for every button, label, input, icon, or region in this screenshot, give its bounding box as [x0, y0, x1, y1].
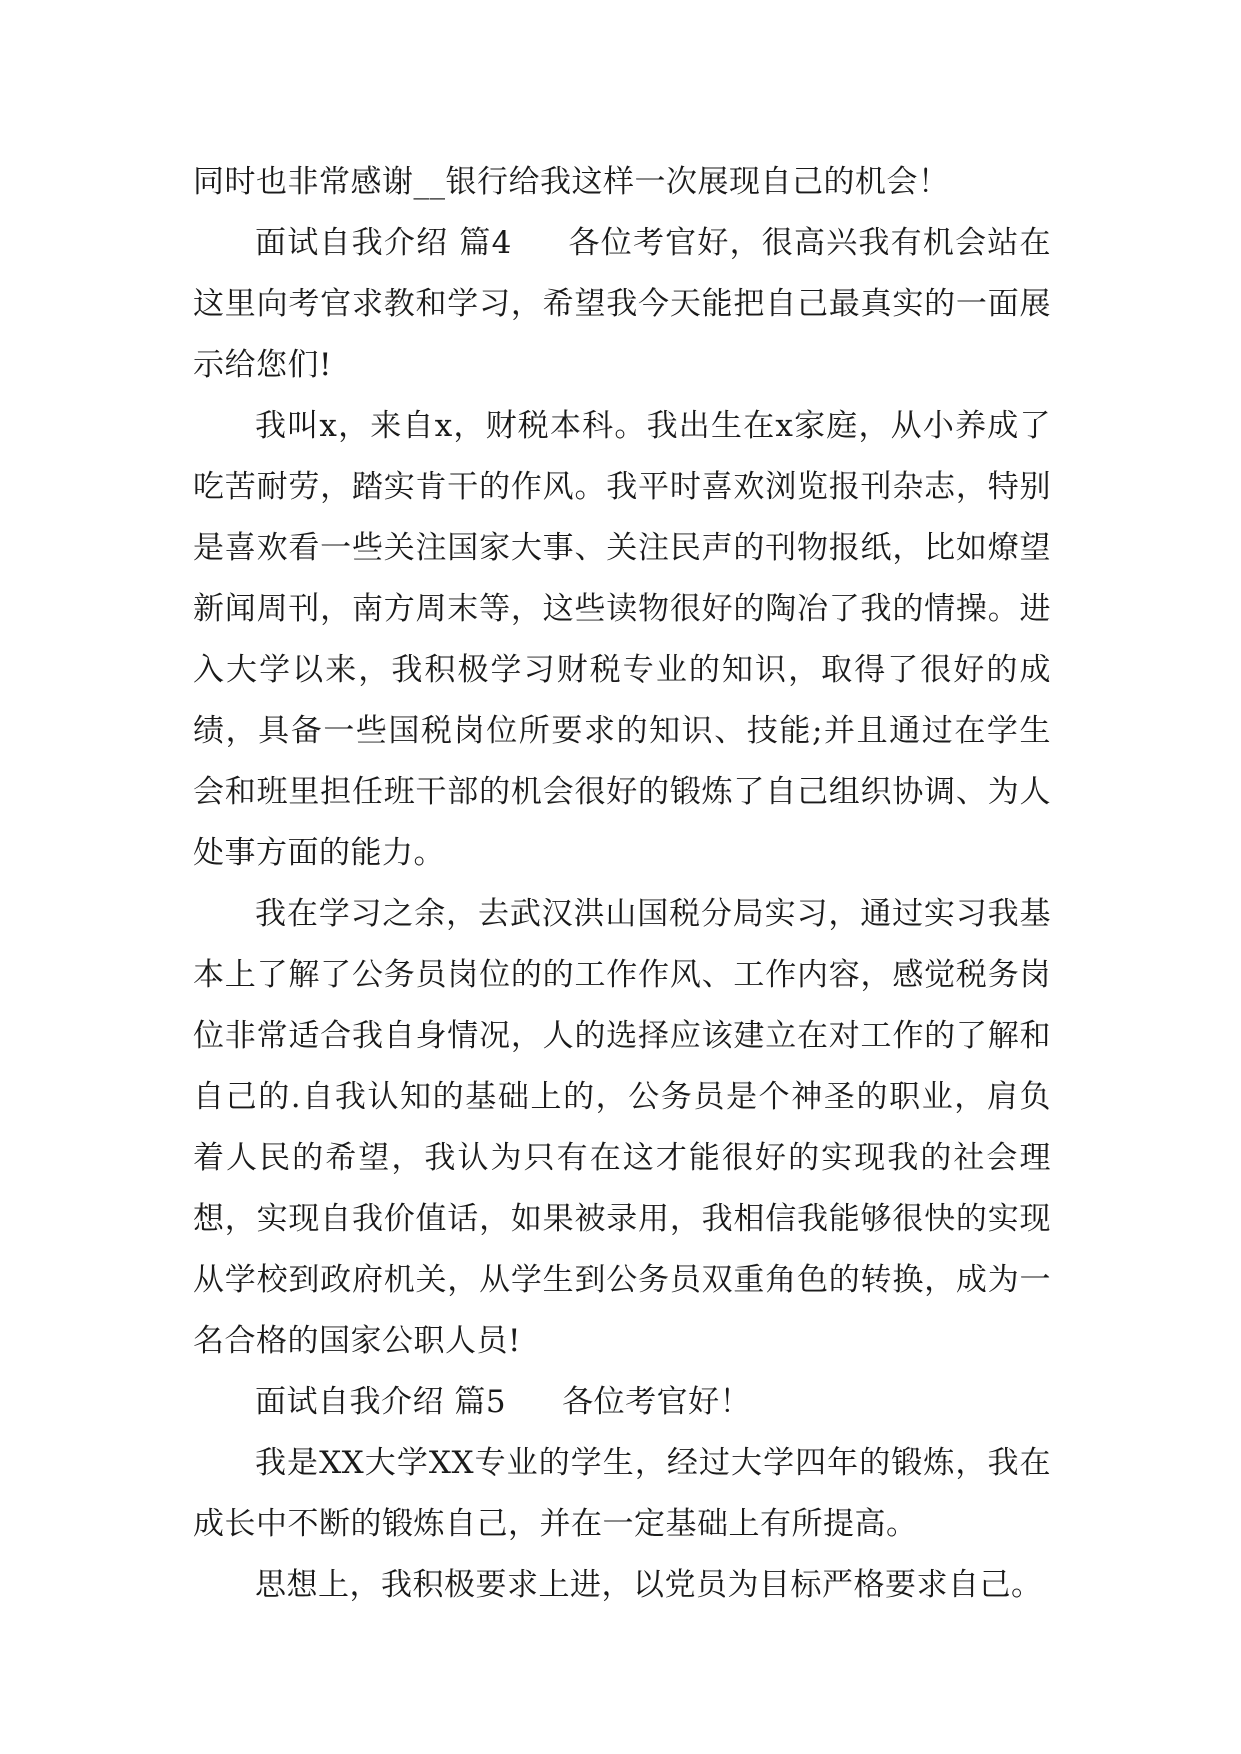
paragraph-section-4-intro — [193, 213, 1051, 396]
paragraph-text: 各位考官好！ — [562, 1384, 752, 1420]
section-heading-5: 面试自我介绍 篇5 — [255, 1384, 507, 1420]
paragraph-background — [193, 396, 1051, 884]
paragraph-closing-thanks — [193, 152, 1051, 213]
paragraph-text: 我在学习之余，去武汉洪山国税分局实习，通过实习我基本上了解了公务员岗位的的工作作风、工作内容，感觉税务岗位非常适合我自身情况，人的选择应该建立在对工作的了解和自己的.自我认知的基础上的，公务员是个神圣的职业，肩负着人民的希望，我认为只有在这才能很好的实现我的社会理想，实现自我价值话，如果被录用，我相信我能够很快的实现从学校到政府机关，从学生到公务员双重角色的转换，成为一名合格的国家公职人员! — [193, 896, 1051, 1359]
paragraph-text: 我是XX大学XX专业的学生，经过大学四年的锻炼，我在成长中不断的锻炼自己，并在一定基础上有所提高。 — [193, 1445, 1051, 1542]
paragraph-section-5-intro — [193, 1372, 1051, 1433]
paragraph-text: 同时也非常感谢__银行给我这样一次展现自己的机会！ — [193, 164, 950, 200]
section-heading-4: 面试自我介绍 篇4 — [255, 225, 512, 261]
document-body — [193, 152, 1051, 1616]
paragraph-internship — [193, 884, 1051, 1372]
paragraph-text: 各位考官好，很高兴我有机会站在这里向考官求教和学习，希望我今天能把自己最真实的一面展示给您们! — [193, 225, 1052, 383]
paragraph-text: 思想上，我积极要求上进，以党员为目标严格要求自己。 — [255, 1567, 1043, 1603]
paragraph-university — [193, 1433, 1051, 1555]
paragraph-ideology — [193, 1555, 1051, 1616]
paragraph-text: 我叫x，来自x，财税本科。我出生在x家庭，从小养成了吃苦耐劳，踏实肯干的作风。我平时喜欢浏览报刊杂志，特别是喜欢看一些关注国家大事、关注民声的刊物报纸，比如燎望新闻周刊，南方周末等，这些读物很好的陶冶了我的情操。进入大学以来，我积极学习财税专业的知识，取得了很好的成绩，具备一些国税岗位所要求的知识、技能;并且通过在学生会和班里担任班干部的机会很好的锻炼了自己组织协调、为人处事方面的能力。 — [193, 408, 1051, 871]
